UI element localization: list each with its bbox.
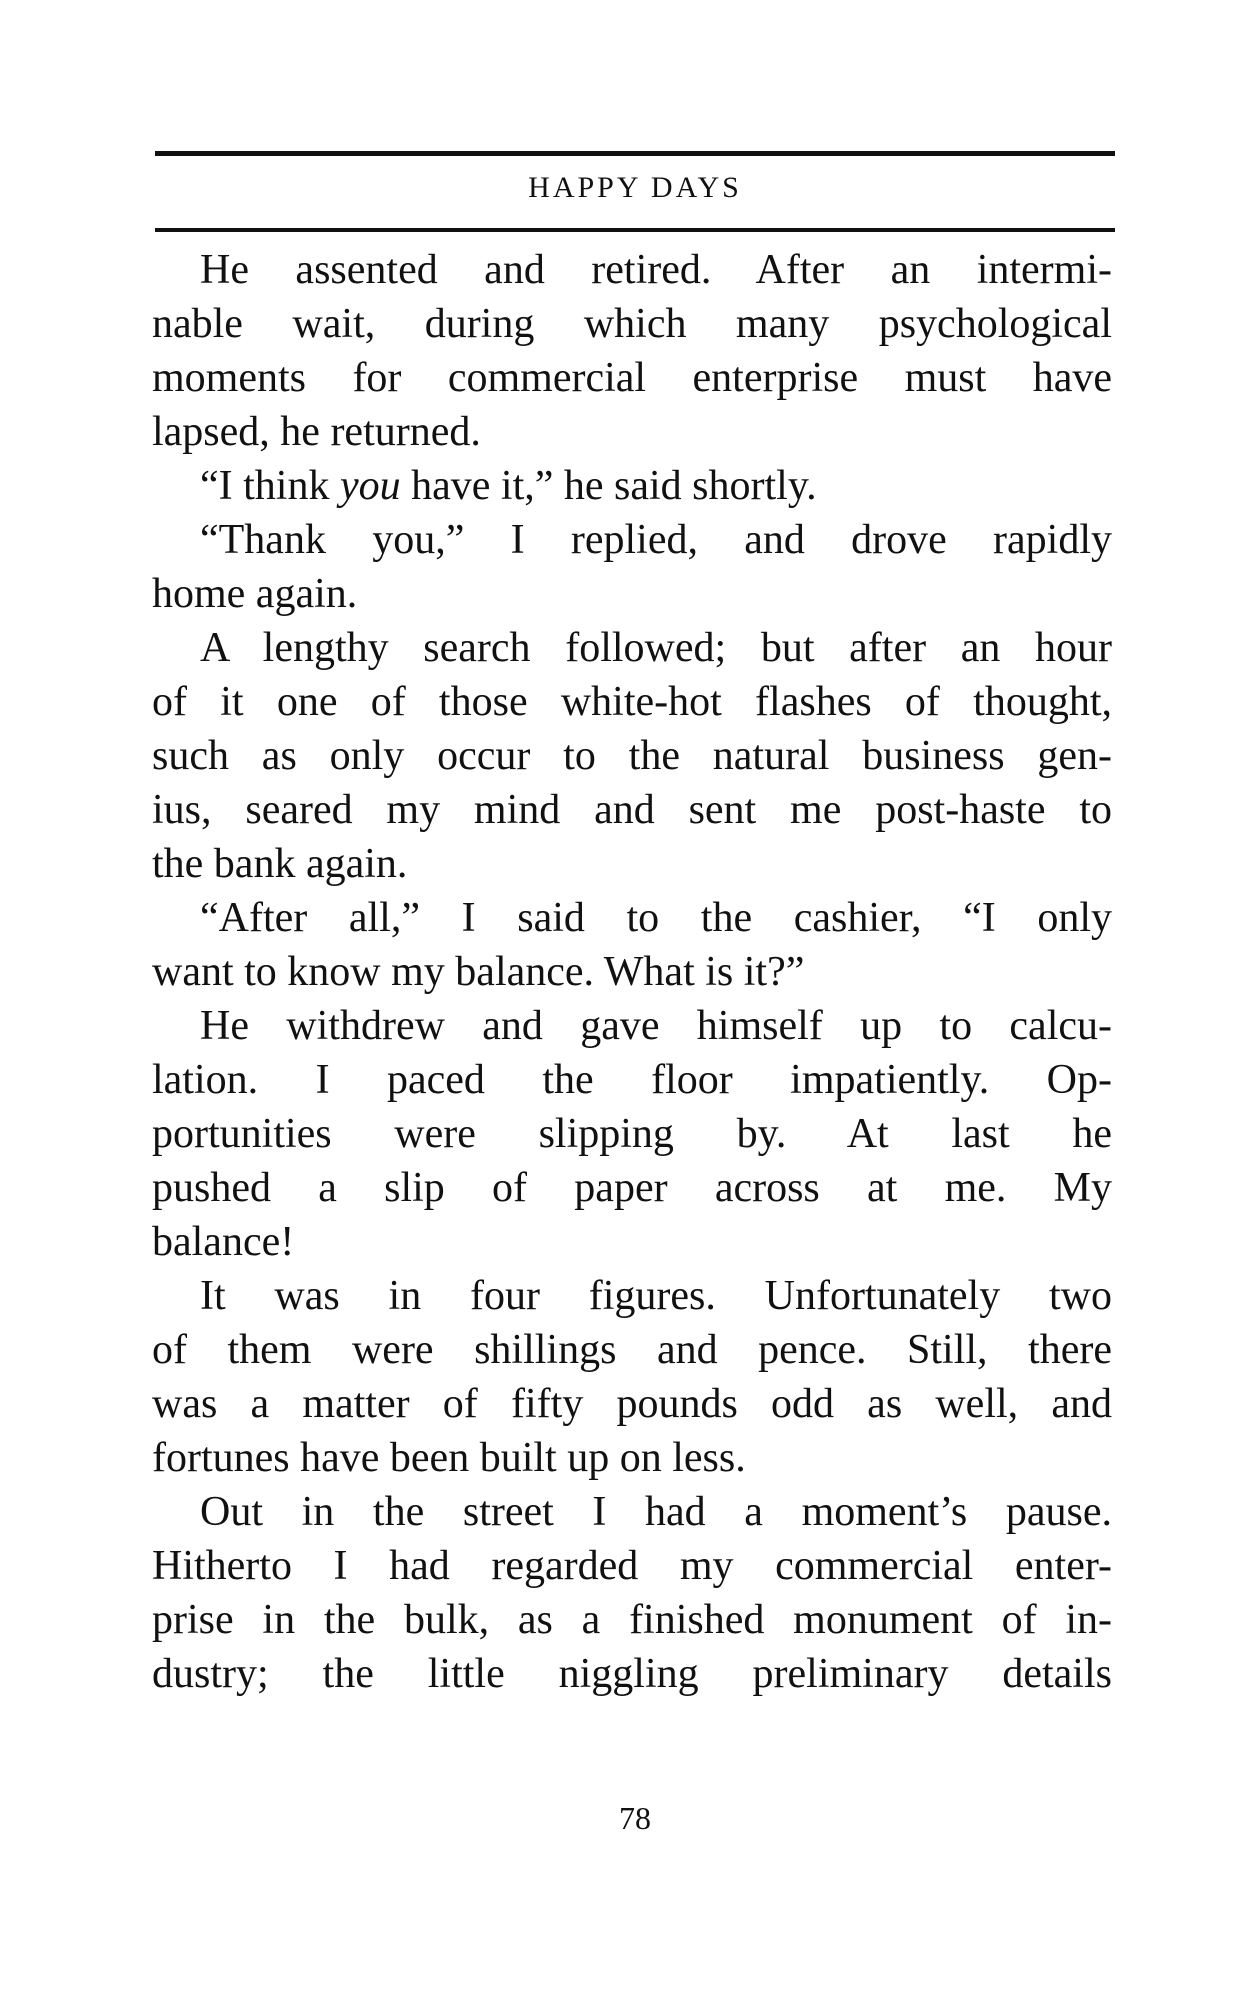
text-line: moments for commercial enterprise must have [152,355,1112,401]
text-line: Out in the street I had a moment’s pause. [200,1489,1112,1535]
text-line: of them were shillings and pence. Still, there [152,1327,1112,1373]
text-segment: “I think [200,463,340,509]
text-line: “After all,” I said to the cashier, “I only [200,895,1112,941]
text-line: such as only occur to the natural business gen- [152,733,1112,779]
text-line: the bank again. [152,841,408,887]
text-line: It was in four figures. Unfortunately two [200,1273,1112,1319]
text-line: pushed a slip of paper across at me. My [152,1165,1112,1211]
text-line [152,459,1112,513]
text-line: He assented and retired. After an intermi- [200,247,1112,293]
text-line: of it one of those white-hot flashes of thought, [152,679,1112,725]
text-line: prise in the bulk, as a finished monument of in- [152,1597,1112,1643]
text-line: lation. I paced the floor impatiently. Op- [152,1057,1112,1103]
text-line: want to know my balance. What is it?” [152,949,805,995]
header-rule-bottom [155,228,1115,232]
text-line: nable wait, during which many psychological [152,301,1112,347]
text-segment: have it,” he said shortly. [400,463,817,509]
italic-emphasis: you [339,463,401,509]
text-line: home again. [152,571,358,617]
text-line: was a matter of fifty pounds odd as well, and [152,1381,1112,1427]
text-line: balance! [152,1219,295,1265]
text-line: fortunes have been built up on less. [152,1435,746,1481]
text-line: A lengthy search followed; but after an hour [200,625,1112,671]
running-head: HAPPY DAYS [528,171,742,204]
text-line: portunities were slipping by. At last he [152,1111,1112,1157]
header-rule-top [155,151,1115,156]
body-text [152,243,1112,1701]
text-line: “Thank you,” I replied, and drove rapidly [200,517,1112,563]
text-line: Hitherto I had regarded my commercial enter- [152,1543,1112,1589]
text-line: dustry; the little niggling preliminary details [152,1651,1112,1697]
text-line: lapsed, he returned. [152,409,481,455]
page-number: 78 [619,1800,651,1836]
text-line: ius, seared my mind and sent me post-haste to [152,787,1112,833]
text-line: He withdrew and gave himself up to calcu- [200,1003,1112,1049]
